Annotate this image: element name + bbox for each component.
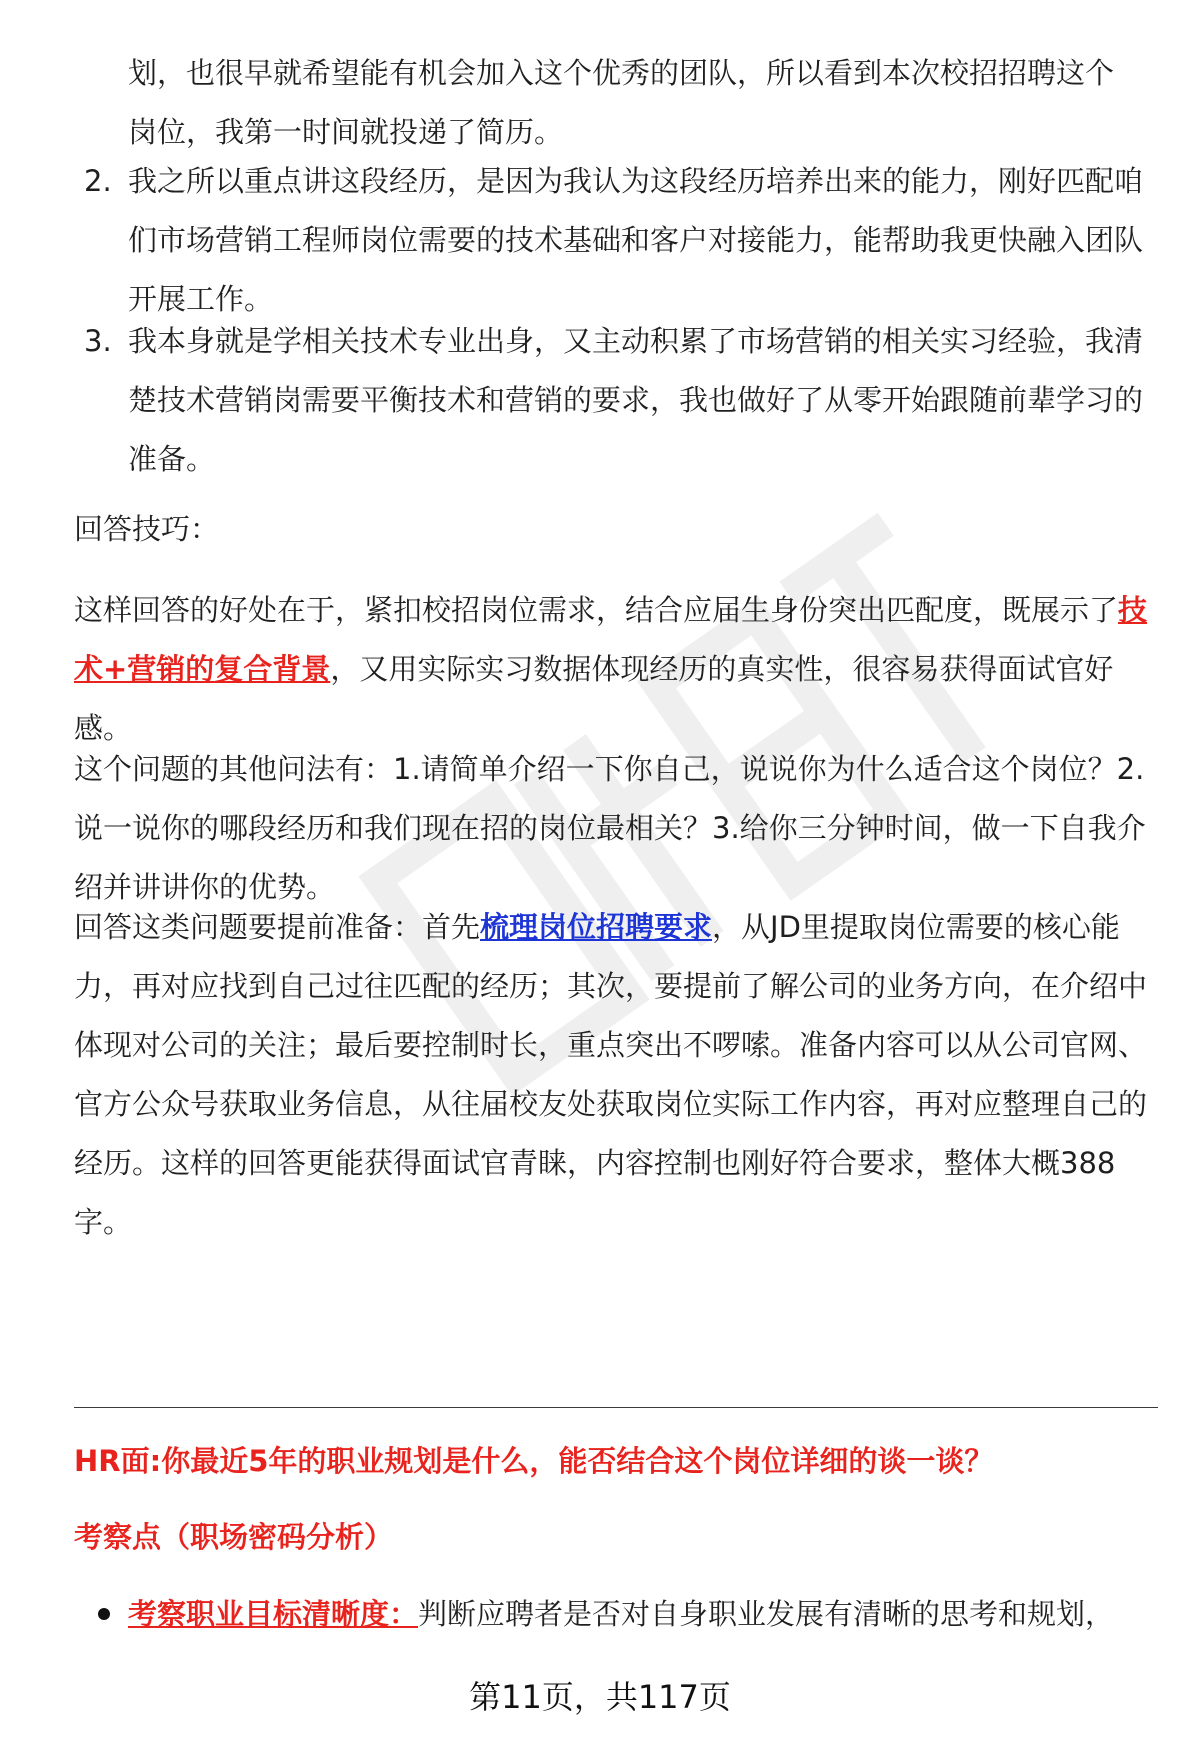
text-line: 划，也很早就希望能有机会加入这个优秀的团队，所以看到本次校招招聘这个 [128, 56, 1115, 90]
highlight-blue: 梳理岗位招聘要求 [480, 910, 713, 944]
text-line: 岗位，我第一时间就投递了简历。 [128, 115, 564, 149]
list-number: 3. [84, 324, 112, 358]
bullet-label: 考察职业目标清晰度： [128, 1597, 419, 1631]
list-number: 2. [84, 164, 112, 198]
tips-paragraph-1 [74, 581, 1154, 758]
page-footer: 第11页，共117页 [469, 1678, 731, 1716]
exam-point-heading: 考察点（职场密码分析） [74, 1520, 394, 1554]
section-divider [74, 1407, 1158, 1408]
text-span: ，又用实际实习数据体现经历的真实性，很容易获得面试官好感。 [74, 652, 1114, 745]
hr-question-heading: HR面:你最近5年的职业规划是什么，能否结合这个岗位详细的谈一谈？ [74, 1444, 994, 1478]
highlight-red: 技术+营销的复合背景 [74, 593, 1148, 686]
list-item-2: 我之所以重点讲这段经历，是因为我认为这段经历培养出来的能力，刚好匹配咱们市场营销工程师岗位需要的技术基础和客户对接能力，能帮助我更快融入团队开展工作。 [128, 164, 1144, 316]
text-span: 回答这类问题要提前准备：首先 [74, 910, 481, 944]
text-span: ，从JD里提取岗位需要的核心能力，再对应找到自己过往匹配的经历；其次，要提前了解公司的业务方向，在介绍中体现对公司的关注；最后要控制时长，重点突出不啰嗦。准备内容可以从公司官网、官方公众号获取业务信息，从往届校友处获取岗位实际工作内容，再对应整理自己的经历。这样的回答更能获得面试官青睐，内容控制也刚好符合要求，整体大概388字。 [74, 910, 1148, 1239]
list-item-1-continuation [128, 44, 1158, 162]
bullet-text: 判断应聘者是否对自身职业发展有清晰的思考和规划， [418, 1597, 1115, 1631]
text-span: 这样回答的好处在于，紧扣校招岗位需求，结合应届生身份突出匹配度，既展示了 [74, 593, 1119, 627]
tips-paragraph-3 [74, 898, 1154, 1252]
tips-label: 回答技巧： [74, 512, 220, 546]
list-item-3: 我本身就是学相关技术专业出身，又主动积累了市场营销的相关实习经验，我清楚技术营销岗需要平衡技术和营销的要求，我也做好了从零开始跟随前辈学习的准备。 [128, 324, 1144, 476]
bullet-icon [98, 1608, 110, 1620]
bullet-item [128, 1585, 1158, 1644]
tips-paragraph-2: 这个问题的其他问法有：1.请简单介绍一下你自己，说说你为什么适合这个岗位？2.说一说你的哪段经历和我们现在招的岗位最相关？3.给你三分钟时间，做一下自我介绍并讲讲你的优势。 [74, 752, 1146, 904]
